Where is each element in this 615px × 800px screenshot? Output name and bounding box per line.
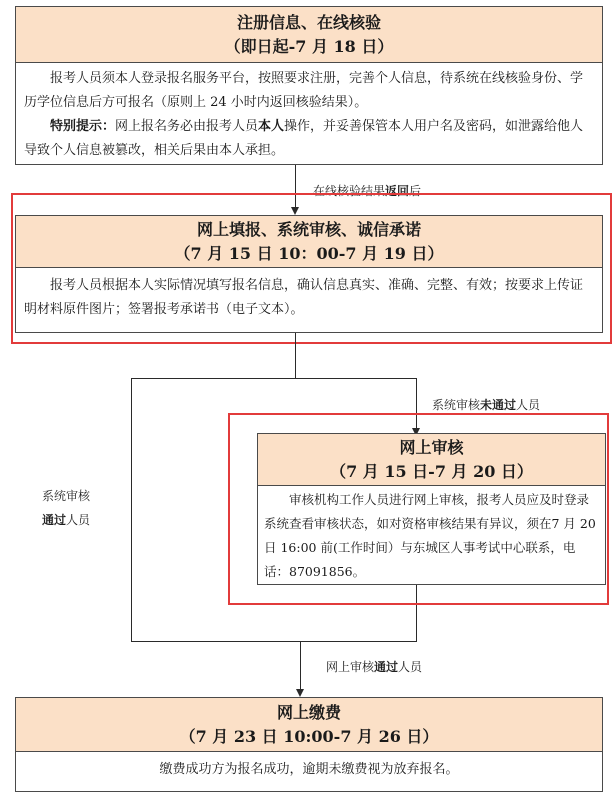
step-pay-body <box>16 752 602 788</box>
step-register-box <box>15 6 603 165</box>
edge-to-pay-label: 网上审核通过人员 <box>326 660 423 674</box>
edge-loop-left <box>131 378 132 642</box>
step-fill-body <box>16 268 602 328</box>
step-review-header <box>258 434 605 486</box>
step-register-title: 注册信息、在线核验 <box>236 13 381 32</box>
step-pay-title: 网上缴费 <box>276 703 341 722</box>
edge-to-pay-line <box>300 642 301 692</box>
edge-fail-label: 系统审核未通过人员 <box>432 398 541 412</box>
notice-emphasis: 本人 <box>258 119 285 134</box>
step-register-body <box>16 63 602 169</box>
step-review-title: 网上审核 <box>399 438 464 457</box>
step-pay-text: 缴费成功方为报名成功，逾期未缴费视为放弃报名。 <box>159 762 459 777</box>
step-register-date: （即日起-7 月 18 日） <box>224 37 394 56</box>
step-review-body <box>258 486 605 586</box>
step-pay-header <box>16 698 602 752</box>
step-fill-date: （7 月 15 日 10：00-7 月 19 日） <box>174 244 444 263</box>
step-fill-header <box>16 216 602 268</box>
step-register-text: 报考人员须本人登录报名服务平台，按照要求注册，完善个人信息，待系统在线核验身份、学历学位信息后方可报名（原则上 24 小时内返回核验结果）。 <box>24 71 584 110</box>
notice-text-a: 网上报名务必由报考人员 <box>115 119 259 134</box>
step-review-date: （7 月 15 日-7 月 20 日） <box>330 462 533 481</box>
step-review-box <box>257 433 606 585</box>
step-fill-text: 报考人员根据本人实际情况填写报名信息，确认信息真实、准确、完整、有效；按要求上传证明材料原件图片；签署报考承诺书（电子文本）。 <box>24 278 584 317</box>
edge-register-label: 在线核验结果返回后 <box>313 184 422 198</box>
notice-text-b: 操作，并妥善保管本人用户名及密码，如泄露给他人导致个人信息被篡改，相关后果由本人承担。 <box>24 119 584 158</box>
edge-loop-top <box>131 378 416 379</box>
edge-loop-bottom <box>131 641 417 642</box>
step-fill-box <box>15 215 603 333</box>
edge-pass-label: 系统审核 通过人员 <box>42 489 91 527</box>
step-review-text: 审核机构工作人员进行网上审核，报考人员应及时登录系统查看审核状态，如对资格审核结果有异议，须在7 月 20 日 16:00 前(工作时间）与东城区人事考试中心联系，电话：87091856。 <box>264 492 596 579</box>
step-register-header <box>16 7 602 63</box>
step-register-notice <box>24 115 594 163</box>
step-pay-box <box>15 697 603 792</box>
edge-to-pay-arrow <box>296 689 304 697</box>
edge-fill-down-line <box>295 333 296 379</box>
step-fill-title: 网上填报、系统审核、诚信承诺 <box>196 220 421 239</box>
step-pay-date: （7 月 23 日 10:00-7 月 26 日） <box>179 727 439 746</box>
notice-label: 特别提示： <box>50 119 116 134</box>
